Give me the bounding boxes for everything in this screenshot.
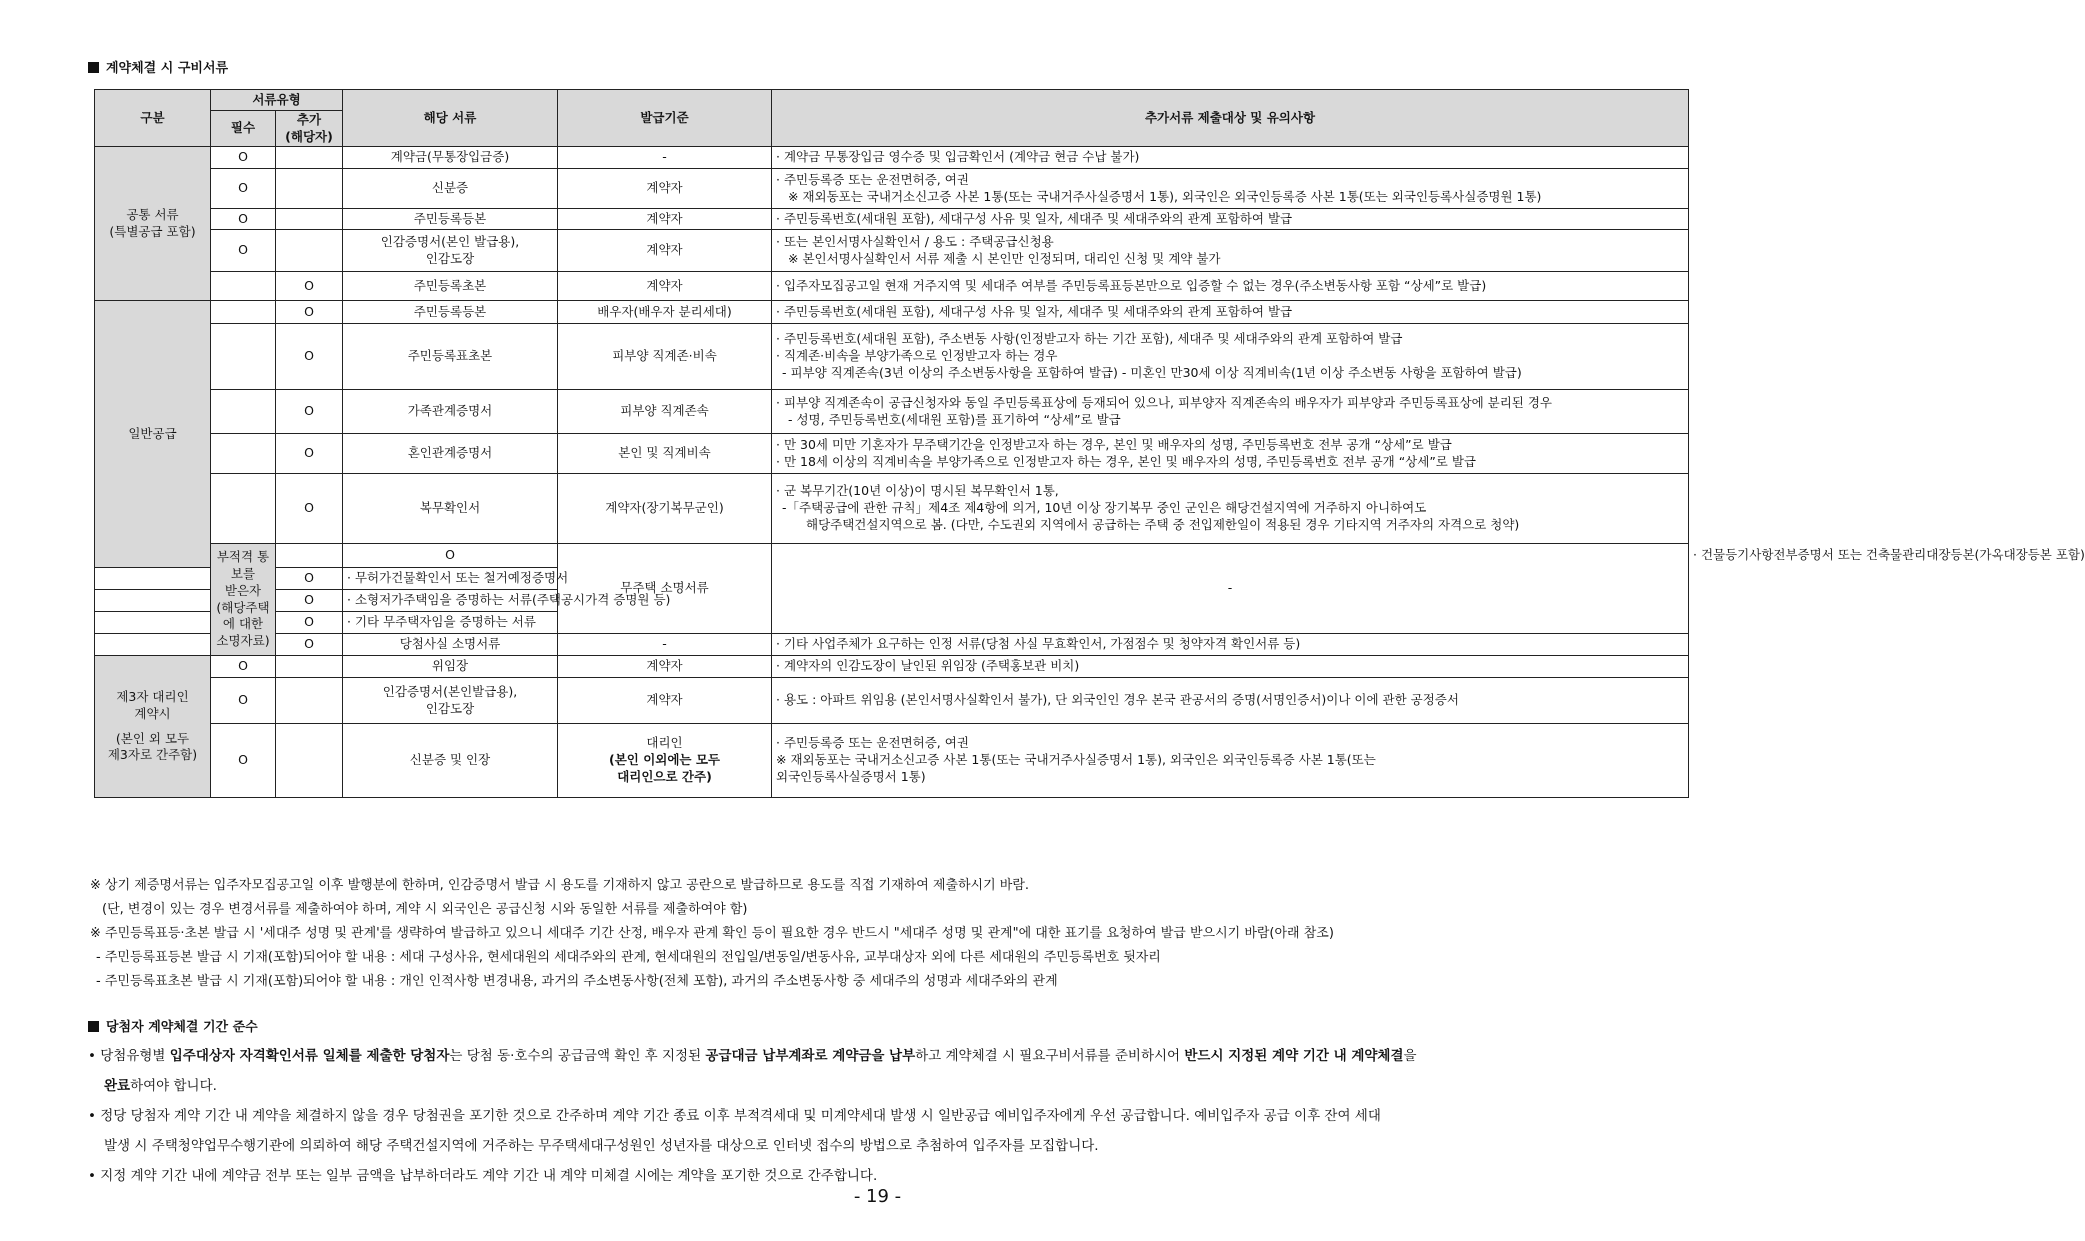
row-note: · 만 30세 미만 기혼자가 무주택기간을 인정받고자 하는 경우, 본인 및 배우자의 성명, 주민등록번호 전부 공개 “상세”로 발급 · 만 18세 이상의 직계비속을 부양가족으로 인정받고자 하는 경우, 본인 및 배우자의 성명, 주민등록번호 전부 공개 “상세”로 발급 — [772, 434, 1689, 474]
row-note: · 주민등록번호(세대원 포함), 세대구성 사유 및 일자, 세대주 및 세대주와의 관계 포함하여 발급 — [772, 209, 1689, 230]
header-issue-basis: 발급기준 — [558, 90, 772, 147]
row-note: · 군 복무기간(10년 이상)이 명시된 복무확인서 1통, -「주택공급에 관한 규칙」제4조 제4항에 의거, 10년 이상 장기복무 중인 군인은 해당건설지역에 거주하지 아니하여도 해당주택건설지역으로 봄. (다만, 수도권외 지역에서 공급하는 주택 중 전입제한일이 적용된 경우 기타지역 거주자의 자격으로 청약) — [772, 474, 1689, 544]
additional-mark: O — [276, 434, 343, 474]
bullet-item: • 지정 계약 기간 내에 계약금 전부 또는 일부 금액을 납부하더라도 계약 기간 내 계약 미체결 시에는 계약을 포기한 것으로 간주합니다. — [88, 1168, 878, 1184]
document-name: 당첨사실 소명서류 — [343, 634, 558, 656]
header-gubun: 구분 — [95, 90, 211, 147]
table-row — [95, 301, 1689, 324]
row-note: · 계약자의 인감도장이 날인된 위임장 (주택홍보관 비치) — [772, 656, 1689, 678]
table-row — [95, 209, 1689, 230]
issue-basis: 계약자 — [558, 230, 772, 272]
additional-mark: O — [276, 634, 343, 656]
document-name: 주민등록등본 — [343, 301, 558, 324]
additional-mark: O — [276, 390, 343, 434]
issue-basis: - — [558, 147, 772, 169]
table-row — [95, 147, 1689, 169]
header-required: 필수 — [211, 111, 276, 147]
footnote: ※ 상기 제증명서류는 입주자모집공고일 이후 발행분에 한하며, 인감증명서 발급 시 용도를 기재하지 않고 공란으로 발급하므로 용도를 직접 기재하여 제출하시기 바람. — [90, 878, 1030, 893]
table-row — [95, 434, 1689, 474]
required-mark: O — [211, 678, 276, 724]
row-note: · 주민등록번호(세대원 포함), 주소변동 사항(인정받고자 하는 기간 포함), 세대주 및 세대주와의 관계 포함하여 발급 · 직계존·비속을 부양가족으로 인정받고자 하는 경우 - 피부양 직계존속(3년 이상의 주소변동사항을 포함하여 발급) - 미혼인 만30세 이상 직계비속(1년 이상 주소변동 사항을 포함하여 발급) — [772, 324, 1689, 390]
table-row — [95, 390, 1689, 434]
row-note: · 기타 무주택자임을 증명하는 서류 — [343, 612, 558, 634]
group-unqualified: 부적격 통보를 받은자 (해당주택에 대한 소명자료) — [211, 544, 276, 656]
additional-mark: O — [276, 568, 343, 590]
additional-mark: O — [276, 612, 343, 634]
document-name: 무주택 소명서류 — [558, 544, 772, 634]
issue-basis: 피부양 직계존·비속 — [558, 324, 772, 390]
bullet-item: • 정당 당첨자 계약 기간 내 계약을 체결하지 않을 경우 당첨권을 포기한 것으로 간주하며 계약 기간 종료 이후 부적격세대 및 미계약세대 발생 시 일반공급 예비입주자에게 우선 공급합니다. 예비입주자 공급 이후 잔여 세대 — [88, 1108, 1381, 1124]
row-note: · 또는 본인서명사실확인서 / 용도 : 주택공급신청용 ※ 본인서명사실확인서 서류 제출 시 본인만 인정되며, 대리인 신청 및 계약 불가 — [772, 230, 1689, 272]
document-name: 인감증명서(본인발급용), 인감도장 — [343, 678, 558, 724]
footnote: - 주민등록표초본 발급 시 기재(포함)되어야 할 내용 : 개인 인적사항 변경내용, 과거의 주소변동사항(전체 포함), 과거의 주소변동사항 중 세대주의 성명과 세대주와의 관계 — [96, 974, 1058, 989]
bullet-item-continued: 발생 시 주택청약업무수행기관에 의뢰하여 해당 주택건설지역에 거주하는 무주택세대구성원인 성년자를 대상으로 인터넷 접수의 방법으로 추첨하여 입주자를 모집합니다. — [104, 1138, 1099, 1154]
document-name: 주민등록초본 — [343, 272, 558, 301]
document-name: 혼인관계증명서 — [343, 434, 558, 474]
row-note: · 소형저가주택임을 증명하는 서류(주택공시가격 증명원 등) — [343, 590, 558, 612]
required-mark: O — [211, 147, 276, 169]
table-row — [95, 678, 1689, 724]
required-mark: O — [211, 230, 276, 272]
row-note: · 기타 사업주체가 요구하는 인정 서류(당첨 사실 무효확인서, 가점점수 및 청약자격 확인서류 등) — [772, 634, 1689, 656]
issue-basis: 계약자 — [558, 272, 772, 301]
document-name: 주민등록등본 — [343, 209, 558, 230]
issue-basis: 계약자 — [558, 678, 772, 724]
issue-basis: 계약자 — [558, 209, 772, 230]
required-mark: O — [211, 656, 276, 678]
table-row: 부적격 통보를 받은자 (해당주택에 대한 소명자료) O 무주택 소명서류 - · 건물등기사항전부증명서 또는 건축물관리대장등본(가옥대장등본 포함) — [95, 544, 1689, 568]
group-general: 일반공급 — [95, 301, 211, 568]
row-note: · 계약금 무통장입금 영수증 및 입금확인서 (계약금 현금 수납 불가) — [772, 147, 1689, 169]
additional-mark: O — [276, 474, 343, 544]
row-note: · 주민등록번호(세대원 포함), 세대구성 사유 및 일자, 세대주 및 세대주와의 관계 포함하여 발급 — [772, 301, 1689, 324]
row-note: · 용도 : 아파트 위임용 (본인서명사실확인서 불가), 단 외국인인 경우 본국 관공서의 증명(서명인증서)이나 이에 관한 공정증서 — [772, 678, 1689, 724]
issue-basis: 계약자(장기복무군인) — [558, 474, 772, 544]
documents-table — [94, 89, 2085, 798]
footnote: - 주민등록표등본 발급 시 기재(포함)되어야 할 내용 : 세대 구성사유, 현세대원의 세대주와의 관계, 현세대원의 전입일/변동일/변동사유, 교부대상자 외에 다른 세대원의 주민등록번호 뒷자리 — [96, 950, 1161, 965]
contract-period-bullets — [88, 1041, 1417, 1191]
document-name: 가족관계증명서 — [343, 390, 558, 434]
issue-basis: 본인 및 직계비속 — [558, 434, 772, 474]
bullet-item-continued: 완료하여야 합니다. — [104, 1078, 217, 1094]
table-row — [95, 230, 1689, 272]
table-footnotes — [90, 874, 1334, 994]
table-row — [95, 634, 1689, 656]
row-note: · 주민등록증 또는 운전면허증, 여권 ※ 재외동포는 국내거소신고증 사본 1통(또는 국내거주사실증명서 1통), 외국인은 외국인등록증 사본 1통(또는 외국인등록사실증명서 1통) — [772, 724, 1689, 798]
table-row — [95, 324, 1689, 390]
group-proxy: 제3자 대리인 계약시 (본인 외 모두 제3자로 간주함) — [95, 656, 211, 798]
header-document: 해당 서류 — [343, 90, 558, 147]
additional-mark: O — [276, 324, 343, 390]
issue-basis: - — [558, 634, 772, 656]
document-name: 계약금(무통장입금증) — [343, 147, 558, 169]
square-bullet-icon — [88, 1021, 99, 1032]
page-number: - 19 - — [853, 1186, 902, 1207]
issue-basis: 계약자 — [558, 169, 772, 209]
additional-mark: O — [276, 301, 343, 324]
document-name: 복무확인서 — [343, 474, 558, 544]
issue-basis: 대리인 (본인 이외에는 모두 대리인으로 간주) — [558, 724, 772, 798]
document-name: 위임장 — [343, 656, 558, 678]
table-row — [95, 656, 1689, 678]
row-note: · 입주자모집공고일 현재 거주지역 및 세대주 여부를 주민등록표등본만으로 입증할 수 없는 경우(주소변동사항 포함 “상세”로 발급) — [772, 272, 1689, 301]
issue-basis: 피부양 직계존속 — [558, 390, 772, 434]
additional-mark: O — [276, 272, 343, 301]
document-name: 인감증명서(본인 발급용), 인감도장 — [343, 230, 558, 272]
row-note: · 무허가건물확인서 또는 철거예정증명서 — [343, 568, 558, 590]
row-note: · 주민등록증 또는 운전면허증, 여권 ※ 재외동포는 국내거소신고증 사본 1통(또는 국내거주사실증명서 1통), 외국인은 외국인등록증 사본 1통(또는 외국인등록사실증명원 1통) — [772, 169, 1689, 209]
footnote: (단, 변경이 있는 경우 변경서류를 제출하여야 하며, 계약 시 외국인은 공급신청 시와 동일한 서류를 제출하여야 함) — [102, 902, 748, 917]
required-mark: O — [211, 169, 276, 209]
row-note: · 피부양 직계존속이 공급신청자와 동일 주민등록표상에 등재되어 있으나, 피부양자 직계존속의 배우자가 피부양과 주민등록표상에 분리된 경우 - 성명, 주민등록번호(세대원 포함)를 표기하여 “상세”로 발급 — [772, 390, 1689, 434]
header-notes: 추가서류 제출대상 및 유의사항 — [772, 90, 1689, 147]
section-title-documents: 계약체결 시 구비서류 — [88, 57, 228, 76]
issue-basis: 배우자(배우자 분리세대) — [558, 301, 772, 324]
header-doc-type: 서류유형 — [211, 90, 343, 111]
table-row — [95, 724, 1689, 798]
header-additional: 추가 (해당자) — [276, 111, 343, 147]
document-name: 신분증 및 인장 — [343, 724, 558, 798]
bullet-item: • 당첨유형별 입주대상자 자격확인서류 일체를 제출한 당첨자는 당첨 동·호수의 공급금액 확인 후 지정된 공급대금 납부계좌로 계약금을 납부하고 계약체결 시 필요구비서류를 준비하시어 반드시 지정된 계약 기간 내 계약체결을 — [88, 1048, 1417, 1064]
table-row — [95, 474, 1689, 544]
document-name: 신분증 — [343, 169, 558, 209]
additional-mark: O — [343, 544, 558, 568]
group-common: 공통 서류 (특별공급 포함) — [95, 147, 211, 301]
additional-mark: O — [276, 590, 343, 612]
footnote: ※ 주민등록표등·초본 발급 시 '세대주 성명 및 관계'를 생략하여 발급하고 있으니 세대주 기간 산정, 배우자 관계 확인 등이 필요한 경우 반드시 "세대주 성명 및 관계"에 대한 표기를 요청하여 발급 받으시기 바람(아래 참조) — [90, 926, 1334, 941]
square-bullet-icon — [88, 62, 99, 73]
section-title-contract-period: 당첨자 계약체결 기간 준수 — [88, 1016, 258, 1035]
issue-basis: - — [772, 544, 1689, 634]
required-mark: O — [211, 724, 276, 798]
required-mark: O — [211, 209, 276, 230]
table-header-row — [95, 90, 1689, 111]
table-row — [95, 169, 1689, 209]
issue-basis: 계약자 — [558, 656, 772, 678]
document-name: 주민등록표초본 — [343, 324, 558, 390]
table-row — [95, 272, 1689, 301]
